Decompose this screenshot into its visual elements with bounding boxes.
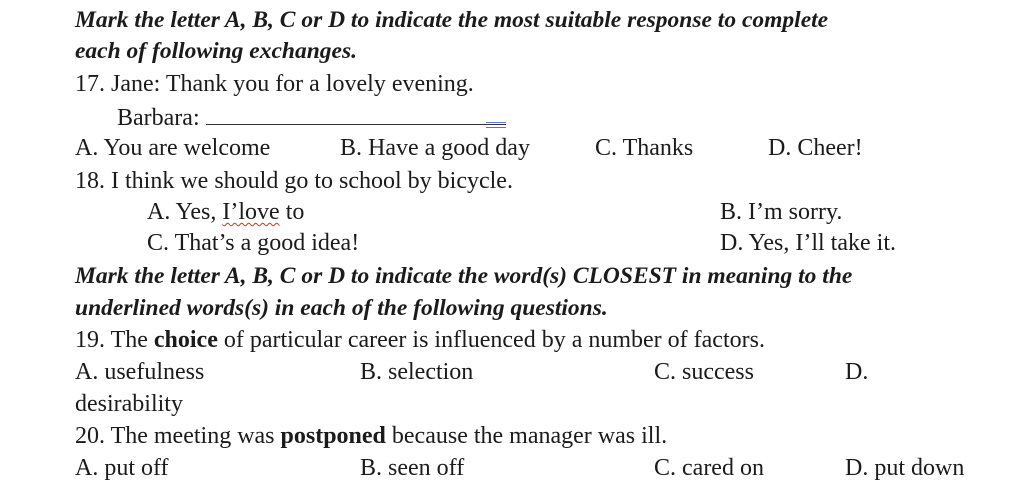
q19-prompt: [75, 326, 765, 354]
q18-option-b[interactable]: B. I’m sorry.: [720, 199, 843, 225]
q17-option-c[interactable]: C. Thanks: [595, 135, 694, 161]
q20-option-a[interactable]: A. put off: [75, 455, 169, 481]
q17-answer-line: [117, 104, 506, 132]
q18-option-a-suffix: to: [279, 199, 305, 225]
section1-instruction-line1: Mark the letter A, B, C or D to indicate the most suitable response to complete: [75, 7, 829, 33]
q20-prompt: [75, 422, 667, 450]
q19-option-a[interactable]: A. usefulness: [75, 359, 205, 385]
autocorrect-marker-icon: [486, 122, 506, 128]
section2-instruction-line2: underlined words(s) in each of the following questions.: [75, 295, 608, 321]
q20-option-b[interactable]: B. seen off: [360, 455, 465, 481]
q18-option-a-prefix: A. Yes,: [147, 199, 223, 225]
q17-speaker: Barbara:: [117, 105, 200, 131]
q19-option-c[interactable]: C. success: [654, 359, 754, 385]
q18-option-a[interactable]: [147, 198, 304, 226]
q19-keyword: choice: [153, 327, 218, 353]
q20-prompt-after: because the manager was ill.: [385, 423, 668, 449]
q19-prompt-before: 19. The: [75, 327, 154, 353]
q20-option-c[interactable]: C. cared on: [654, 455, 764, 481]
q17-prompt: 17. Jane: Thank you for a lovely evening.: [75, 71, 474, 97]
q20-keyword: postponed: [280, 423, 386, 449]
q18-prompt: 18. I think we should go to school by bicycle.: [75, 168, 513, 194]
q19-option-d-label[interactable]: D.: [845, 359, 869, 385]
section2-instruction-line1: Mark the letter A, B, C or D to indicate the word(s) CLOSEST in meaning to the: [75, 263, 853, 289]
q19-option-b[interactable]: B. selection: [360, 359, 474, 385]
q17-option-b[interactable]: B. Have a good day: [340, 135, 530, 161]
q18-option-d[interactable]: D. Yes, I’ll take it.: [720, 230, 896, 256]
q17-answer-blank[interactable]: [206, 106, 506, 125]
q19-option-d-text[interactable]: desirability: [75, 391, 183, 417]
q19-prompt-after: of particular career is influenced by a number of factors.: [217, 327, 765, 353]
section1-instruction-line2: each of following exchanges.: [75, 38, 357, 64]
q17-option-a[interactable]: A. You are welcome: [75, 135, 271, 161]
q20-option-d[interactable]: D. put down: [845, 455, 965, 481]
q20-prompt-before: 20. The meeting was: [75, 423, 281, 449]
q17-option-d[interactable]: D. Cheer!: [768, 135, 863, 161]
q18-option-c[interactable]: C. That’s a good idea!: [147, 230, 360, 256]
q18-option-a-spellcheck-word: I’love: [222, 199, 280, 225]
